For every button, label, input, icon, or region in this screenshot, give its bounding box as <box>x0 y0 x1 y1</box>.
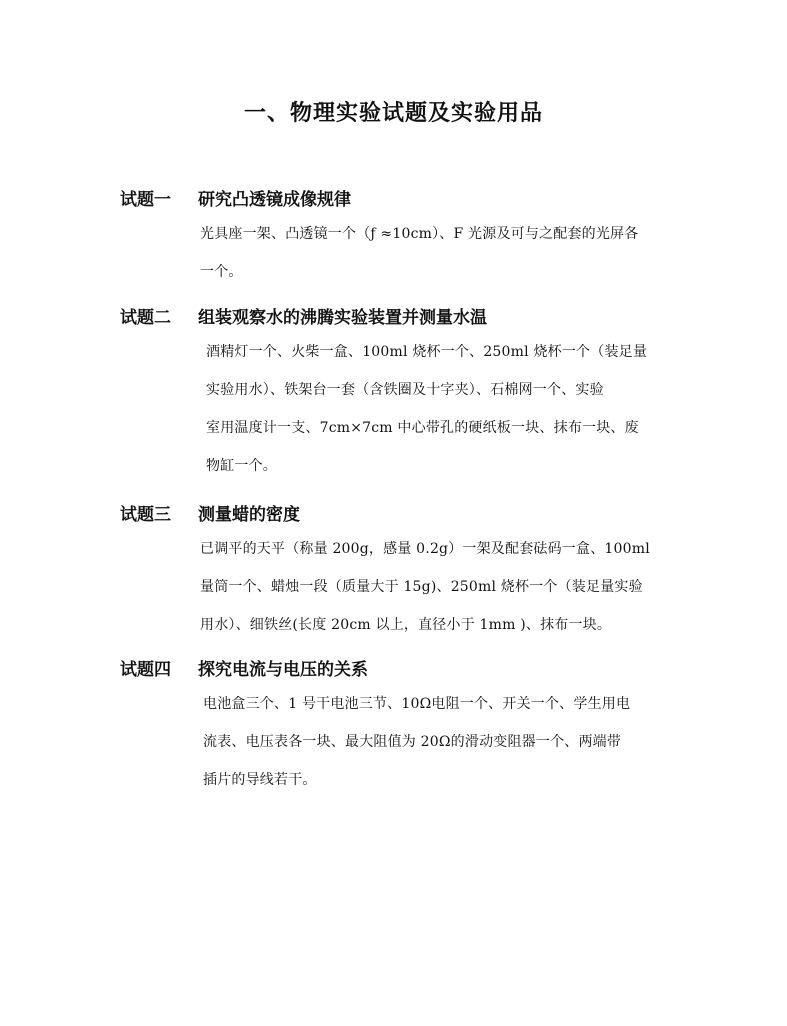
page-title: 一、物理实验试题及实验用品 <box>243 101 543 126</box>
exam-topic: 组装观察水的沸腾实验装置并测量水温 <box>198 308 487 328</box>
equipment-line: 插片的导线若干。 <box>203 772 317 788</box>
exam-topic: 探究电流与电压的关系 <box>198 660 368 680</box>
equipment-line: 电池盒三个、1 号干电池三节、10Ω电阻一个、开关一个、学生用电 <box>203 696 631 712</box>
exam-heading <box>120 303 487 333</box>
equipment-line: 已调平的天平（称量 200g，感量 0.2g）一架及配套砝码一盒、100ml <box>200 541 650 557</box>
equipment-list <box>200 215 680 291</box>
equipment-list <box>200 530 680 644</box>
exam-topic: 研究凸透镜成像规律 <box>198 190 351 210</box>
exam-number: 试题四 <box>120 660 171 680</box>
exam-number: 试题二 <box>120 308 171 328</box>
equipment-line: 流表、电压表各一块、最大阻值为 20Ω的滑动变阻器一个、两端带 <box>203 734 622 750</box>
equipment-line: 物缸一个。 <box>206 458 277 474</box>
equipment-list <box>203 685 683 799</box>
equipment-line: 光具座一架、凸透镜一个（ƒ ≈10cm）、F 光源及可与之配套的光屏各 <box>200 226 639 242</box>
equipment-line: 室用温度计一支、7cm×7cm 中心带孔的硬纸板一块、抹布一块、废 <box>206 420 639 436</box>
exam-heading <box>120 185 351 215</box>
exam-number: 试题一 <box>120 190 171 210</box>
exam-heading <box>120 500 300 530</box>
exam-number: 试题三 <box>120 505 171 525</box>
equipment-line: 实验用水）、铁架台一套（含铁圈及十字夹）、石棉网一个、实验 <box>206 382 604 398</box>
equipment-line: 量筒一个、蜡烛一段（质量大于 15g)、250ml 烧杯一个（装足量实验 <box>200 579 643 595</box>
exam-heading <box>120 655 368 685</box>
exam-topic: 测量蜡的密度 <box>198 505 300 525</box>
equipment-line: 用水）、细铁丝(长度 20cm 以上，直径小于 1mm )、抹布一块。 <box>200 617 612 633</box>
equipment-line: 一个。 <box>200 264 243 280</box>
equipment-line: 酒精灯一个、火柴一盒、100ml 烧杯一个、250ml 烧杯一个（装足量 <box>206 344 648 360</box>
equipment-list <box>206 333 686 485</box>
